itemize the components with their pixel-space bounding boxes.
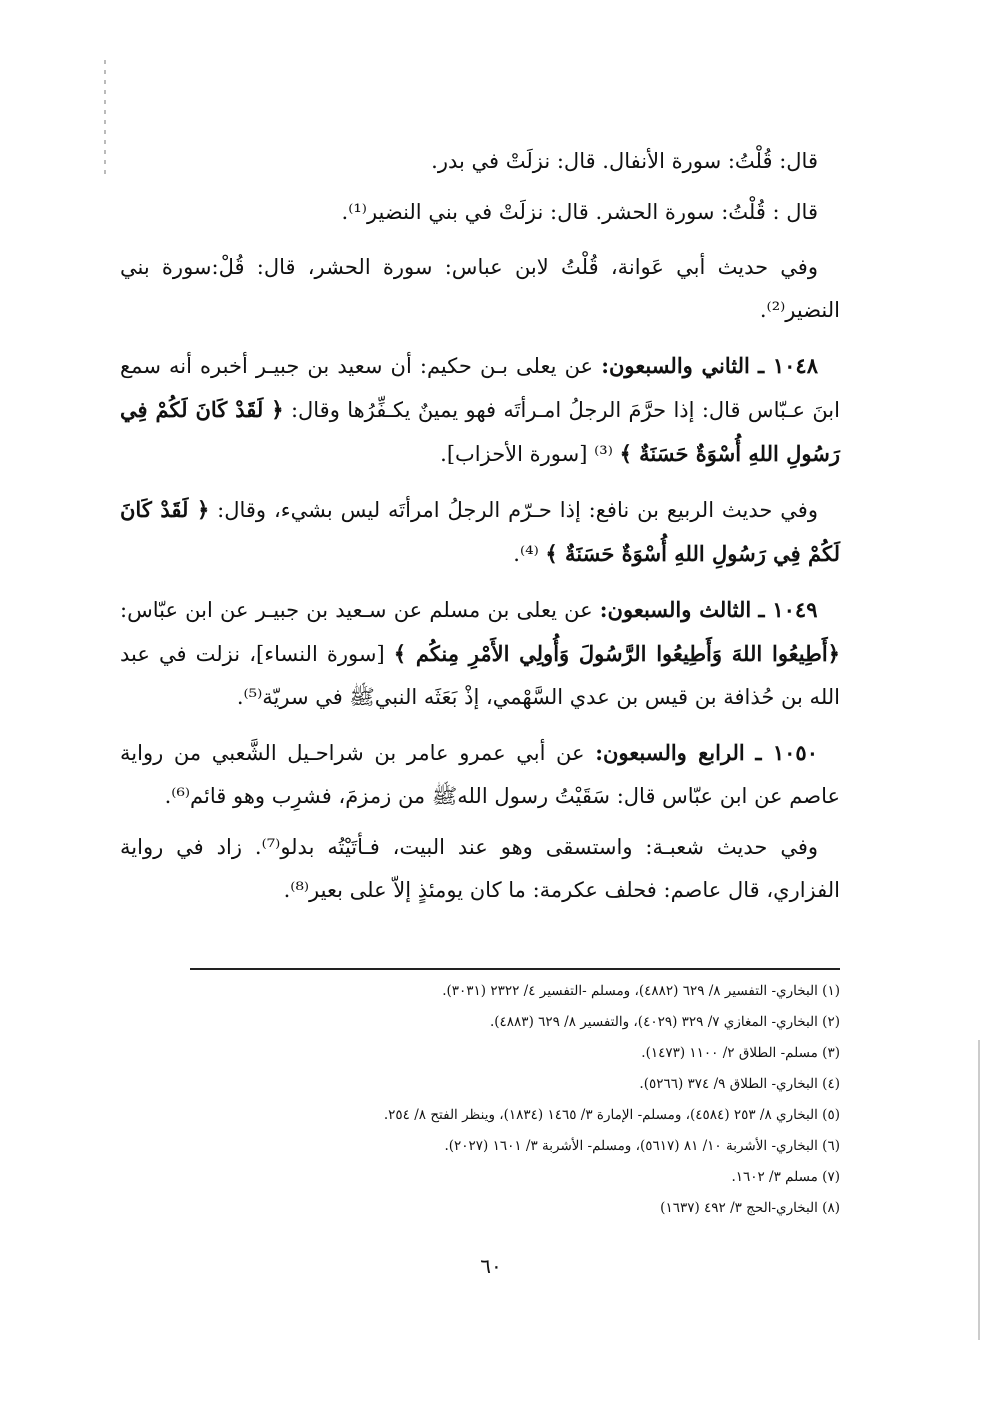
footnotes — [190, 968, 840, 1224]
quran-verse: ﴿أَطِيعُوا اللهَ وَأَطِيعُوا الرَّسُولَ وَأُولِي الأَمْرِ مِنكُم ﴾ — [393, 641, 840, 666]
footnote: (٨) البخاري-الحج ٣/ ٤٩٢ (١٦٣٧) — [660, 1200, 840, 1216]
hadith-number: ١٠٥٠ ـ — [755, 740, 818, 765]
hadith-heading: الرابع والسبعون: — [595, 740, 745, 765]
hadith-1049 — [120, 588, 840, 719]
hadith-1048 — [120, 344, 840, 476]
scan-edge-mark — [978, 1040, 980, 1340]
hadith-text: عن يعلى بن مسلم عن سـعيد بن جبيـر عن ابن عبّاس: — [120, 598, 593, 622]
hadith-1050 — [120, 731, 840, 818]
paragraph: وفي حديث أبي عَوانة، قُلْتُ لابن عباس: سورة الحشر، قال: قُلْ:سورة بني النضير⁽²⁾. — [120, 255, 840, 322]
hadith-text: ⁽⁴⁾. — [513, 542, 539, 566]
footnote: (٤) البخاري- الطلاق ٩/ ٣٧٤ (٥٢٦٦). — [639, 1076, 840, 1092]
footnote: (١) البخاري- التفسير ٨/ ٦٢٩ (٤٨٨٢)، ومسلم -التفسير ٤/ ٢٣٢٢ (٣٠٣١). — [442, 983, 840, 999]
footnote: (٦) البخاري- الأشربة ١٠/ ٨١ (٥٦١٧)، ومسلم- الأشربة ٣/ ١٦٠١ (٢٠٢٧). — [444, 1138, 840, 1154]
hadith-number: ١٠٤٨ ـ — [757, 353, 818, 378]
hadith-number: ١٠٤٩ ـ — [758, 597, 818, 622]
hadith-heading: الثالث والسبعون: — [599, 597, 752, 622]
paragraph: قال: قُلْتُ: سورة الأنفال. قال: نزلَتْ في بدر. — [431, 149, 818, 173]
main-text — [120, 140, 840, 924]
footnote: (٥) البخاري ٨/ ٢٥٣ (٤٥٨٤)، ومسلم- الإمارة ٣/ ١٤٦٥ (١٨٣٤)، وينظر الفتح ٨/ ٢٥٤. — [383, 1107, 840, 1123]
footnote: (٢) البخاري- المغازي ٧/ ٣٢٩ (٤٠٢٩)، والتفسير ٨/ ٦٢٩ (٤٨٨٣). — [489, 1014, 840, 1030]
hadith-text: وفي حديث الربيع بن نافع: إذا حـرّم الرجلُ امرأتَه ليس بشيء، وقال: — [209, 498, 818, 522]
hadith-text: عن يعلى بـن حكيم: أن سعيد بن جبيـر أخبره أنه سمع ابنَ عـبّاس قال: إذا حرَّمَ الرجلُ امـرأتَه فهو يمينٌ يكـفِّرُها وقال: — [120, 354, 840, 422]
quran-verse: ﴿ لَقَدْ كَانَ لَكُمْ فِي رَسُولِ اللهِ أُسْوَةٌ حَسَنَةٌ ﴾ — [120, 397, 840, 466]
hadith-text: ⁽³⁾ [سورة الأحزاب]. — [440, 442, 613, 466]
page-number: ٦٠ — [480, 1254, 502, 1278]
footnote: (٣) مسلم- الطلاق ٢/ ١١٠٠ (١٤٧٣). — [641, 1045, 840, 1061]
quran-verse: ﴿ لَقَدْ كَانَ لَكُمْ فِي رَسُولِ اللهِ أُسْوَةٌ حَسَنَةٌ ﴾ — [120, 497, 840, 566]
hadith-heading: الثاني والسبعون: — [601, 353, 750, 378]
hadith-1048-variant — [120, 488, 840, 576]
hadith-text: [سورة النساء]، نزلت في عبد الله بن حُذافة بن قيس بن عدي السَّهْمي، إذْ بَعَثَه النبيﷺ في سريّة⁽⁵⁾. — [120, 642, 840, 709]
paragraph: قال : قُلْتُ: سورة الحشر. قال: نزلَتْ في بني النضير⁽¹⁾. — [341, 200, 818, 224]
hadith-1050-variant: وفي حديث شعبـة: واستسقى وهو عند البيت، فـأتَيْتُه بدلو⁽⁷⁾. زاد في رواية الفزاري، قال عاصم: فحلف عكرمة: ما كان يومئذٍ إلاّ على بعير⁽⁸⁾. — [120, 835, 840, 902]
hadith-text: عن أبي عمرو عامر بن شراحـيل الشَّعبي من رواية عاصم عن ابن عبّاس قال: سَقَيْتُ رسول اللهﷺ من زمزمَ، فشرِب وهو قائم⁽⁶⁾. — [120, 741, 840, 808]
scan-edge-mark — [104, 60, 106, 180]
footnote: (٧) مسلم ٣/ ١٦٠٢. — [731, 1169, 840, 1185]
